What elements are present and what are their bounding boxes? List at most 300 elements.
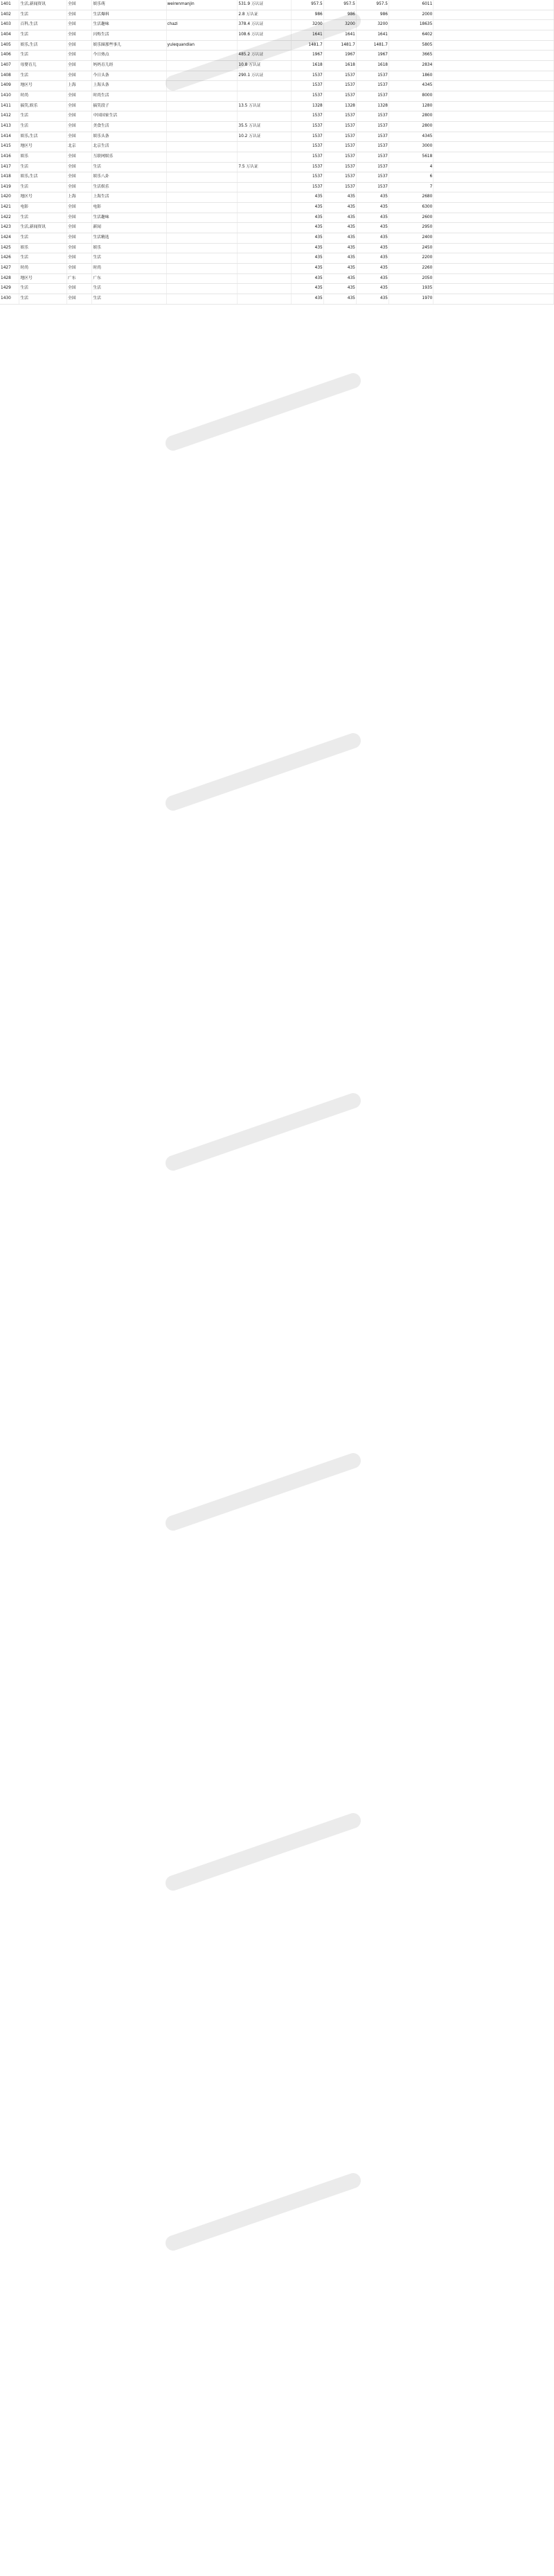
fans: 10.2 万认证 (238, 132, 291, 142)
price-2: 435 (323, 233, 356, 244)
region: 全国 (66, 203, 91, 213)
price-4: 6 (388, 172, 433, 183)
empty-cell (434, 51, 554, 61)
fans: 7.5 万认证 (238, 162, 291, 172)
price-4: 1860 (388, 71, 433, 81)
category: 娱乐 (19, 243, 67, 253)
price-2: 1641 (323, 30, 356, 40)
price-4: 6011 (388, 0, 433, 10)
fans (238, 273, 291, 284)
fans: 290.1 万认证 (238, 71, 291, 81)
watermark-stroke (173, 1101, 353, 1163)
price-2: 1618 (323, 60, 356, 71)
price-1: 435 (291, 284, 323, 294)
price-2: 1537 (323, 142, 356, 152)
account-id (166, 111, 238, 122)
region: 全国 (66, 40, 91, 51)
price-2: 1537 (323, 71, 356, 81)
price-3: 3200 (356, 20, 388, 30)
account-name: 搞笑段子 (92, 101, 166, 111)
category: 生活 (19, 10, 67, 20)
empty-cell (434, 81, 554, 91)
price-2: 986 (323, 10, 356, 20)
empty-cell (434, 142, 554, 152)
price-4: 2950 (388, 223, 433, 233)
empty-cell (434, 60, 554, 71)
price-2: 435 (323, 284, 356, 294)
region: 全国 (66, 10, 91, 20)
region: 全国 (66, 284, 91, 294)
category: 地区号 (19, 81, 67, 91)
category: 生活 (19, 182, 67, 192)
account-name: 今日头条 (92, 71, 166, 81)
fans (238, 284, 291, 294)
account-id (166, 223, 238, 233)
category: 生活 (19, 233, 67, 244)
price-4: 2400 (388, 233, 433, 244)
price-3: 435 (356, 264, 388, 274)
region: 上海 (66, 81, 91, 91)
account-name: 娱乐头条 (92, 132, 166, 142)
price-1: 1537 (291, 111, 323, 122)
account-id (166, 91, 238, 101)
fans: 13.5 万认证 (238, 101, 291, 111)
account-name: 生活精选 (92, 233, 166, 244)
account-id (166, 273, 238, 284)
price-1: 1537 (291, 91, 323, 101)
region: 全国 (66, 223, 91, 233)
category: 生活 (19, 284, 67, 294)
fans (238, 40, 291, 51)
fans (238, 192, 291, 203)
table-row (0, 233, 554, 244)
price-1: 435 (291, 243, 323, 253)
table-row (0, 253, 554, 264)
price-1: 1537 (291, 81, 323, 91)
table-row (0, 264, 554, 274)
table-row (0, 162, 554, 172)
account-name: 生活趣味 (92, 213, 166, 223)
table-row (0, 111, 554, 122)
empty-cell (434, 40, 554, 51)
row-number: 1402 (0, 10, 19, 20)
price-1: 1537 (291, 142, 323, 152)
watermark-stroke (173, 381, 353, 443)
price-3: 1537 (356, 111, 388, 122)
price-3: 435 (356, 223, 388, 233)
row-number: 1416 (0, 152, 19, 162)
region: 全国 (66, 294, 91, 305)
price-1: 435 (291, 294, 323, 305)
fans (238, 142, 291, 152)
empty-cell (434, 121, 554, 132)
price-1: 1537 (291, 182, 323, 192)
price-4: 5618 (388, 152, 433, 162)
table-row (0, 294, 554, 305)
watermark-stroke (173, 741, 353, 803)
price-4: 6300 (388, 203, 433, 213)
fans: 485.2 万认证 (238, 51, 291, 61)
empty-cell (434, 264, 554, 274)
account-id (166, 284, 238, 294)
table-row (0, 273, 554, 284)
fans (238, 111, 291, 122)
empty-cell (434, 253, 554, 264)
fans (238, 152, 291, 162)
empty-cell (434, 172, 554, 183)
account-name: 生活娱乐 (92, 182, 166, 192)
account-id (166, 51, 238, 61)
region: 上海 (66, 192, 91, 203)
region: 广东 (66, 273, 91, 284)
account-name: 娱乐圈那些事儿 (92, 40, 166, 51)
price-1: 435 (291, 253, 323, 264)
table-row (0, 101, 554, 111)
table-row (0, 91, 554, 101)
table-row (0, 30, 554, 40)
region: 全国 (66, 182, 91, 192)
category: 生活 (19, 111, 67, 122)
price-1: 1618 (291, 60, 323, 71)
category: 生活 (19, 30, 67, 40)
price-2: 1537 (323, 172, 356, 183)
price-3: 1537 (356, 162, 388, 172)
price-1: 1641 (291, 30, 323, 40)
empty-cell (434, 10, 554, 20)
price-4: 2600 (388, 213, 433, 223)
table-row (0, 20, 554, 30)
region: 全国 (66, 264, 91, 274)
row-number: 1406 (0, 51, 19, 61)
account-name: 生活爆料 (92, 10, 166, 20)
fans: 10.8 万认证 (238, 60, 291, 71)
category: 电影 (19, 203, 67, 213)
price-2: 1481.7 (323, 40, 356, 51)
row-number: 1424 (0, 233, 19, 244)
account-id (166, 152, 238, 162)
category: 生活 (19, 253, 67, 264)
region: 全国 (66, 162, 91, 172)
empty-cell (434, 20, 554, 30)
price-3: 1537 (356, 142, 388, 152)
fans: 378.4 万认证 (238, 20, 291, 30)
empty-cell (434, 243, 554, 253)
category: 生活 (19, 71, 67, 81)
row-number: 1414 (0, 132, 19, 142)
empty-cell (434, 294, 554, 305)
row-number: 1413 (0, 121, 19, 132)
price-1: 435 (291, 203, 323, 213)
price-4: 6402 (388, 30, 433, 40)
price-3: 1537 (356, 121, 388, 132)
price-3: 1967 (356, 51, 388, 61)
account-name: 时尚生活 (92, 91, 166, 101)
fans: 531.9 万认证 (238, 0, 291, 10)
account-name: 生活 (92, 294, 166, 305)
category: 生活 (19, 294, 67, 305)
price-4: 2200 (388, 253, 433, 264)
price-3: 1537 (356, 132, 388, 142)
price-2: 435 (323, 243, 356, 253)
price-2: 1537 (323, 132, 356, 142)
fans (238, 182, 291, 192)
price-1: 435 (291, 233, 323, 244)
price-1: 1537 (291, 172, 323, 183)
table-row (0, 203, 554, 213)
price-4: 18635 (388, 20, 433, 30)
row-number: 1412 (0, 111, 19, 122)
price-2: 1328 (323, 101, 356, 111)
region: 全国 (66, 132, 91, 142)
row-number: 1407 (0, 60, 19, 71)
row-number: 1426 (0, 253, 19, 264)
empty-cell (434, 192, 554, 203)
price-3: 1537 (356, 81, 388, 91)
fans: 108.6 万认证 (238, 30, 291, 40)
price-1: 435 (291, 273, 323, 284)
region: 全国 (66, 101, 91, 111)
row-number: 1425 (0, 243, 19, 253)
watermark-stroke (173, 1821, 353, 1883)
row-number: 1419 (0, 182, 19, 192)
price-4: 7 (388, 182, 433, 192)
row-number: 1415 (0, 142, 19, 152)
price-1: 1537 (291, 132, 323, 142)
account-name: 新闻 (92, 223, 166, 233)
account-id (166, 30, 238, 40)
price-3: 1618 (356, 60, 388, 71)
table-row (0, 223, 554, 233)
table-row (0, 0, 554, 10)
table-row (0, 40, 554, 51)
empty-cell (434, 30, 554, 40)
table-row (0, 284, 554, 294)
price-3: 1537 (356, 91, 388, 101)
price-4: 2050 (388, 273, 433, 284)
account-name: 闪烁生活 (92, 30, 166, 40)
price-4: 4 (388, 162, 433, 172)
price-3: 957.5 (356, 0, 388, 10)
account-id (166, 213, 238, 223)
account-id (166, 71, 238, 81)
price-3: 1537 (356, 172, 388, 183)
price-3: 986 (356, 10, 388, 20)
price-4: 3000 (388, 142, 433, 152)
table-row (0, 121, 554, 132)
empty-cell (434, 203, 554, 213)
table-row (0, 182, 554, 192)
price-2: 1537 (323, 111, 356, 122)
price-1: 1967 (291, 51, 323, 61)
account-id (166, 233, 238, 244)
account-id (166, 132, 238, 142)
price-4: 1970 (388, 294, 433, 305)
account-id (166, 142, 238, 152)
price-1: 435 (291, 264, 323, 274)
price-4: 1280 (388, 101, 433, 111)
price-2: 435 (323, 223, 356, 233)
account-name: 妈妈育儿经 (92, 60, 166, 71)
region: 全国 (66, 60, 91, 71)
price-1: 435 (291, 223, 323, 233)
fans (238, 294, 291, 305)
price-4: 5805 (388, 40, 433, 51)
table-row (0, 243, 554, 253)
price-1: 435 (291, 213, 323, 223)
row-number: 1430 (0, 294, 19, 305)
price-2: 1537 (323, 81, 356, 91)
account-id (166, 101, 238, 111)
table-row (0, 81, 554, 91)
row-number: 1411 (0, 101, 19, 111)
region: 北京 (66, 142, 91, 152)
account-name: 互联网娱乐 (92, 152, 166, 162)
category: 娱乐 (19, 152, 67, 162)
price-3: 435 (356, 273, 388, 284)
price-2: 435 (323, 203, 356, 213)
category: 生活 (19, 162, 67, 172)
account-id: yulequandian (166, 40, 238, 51)
price-3: 435 (356, 243, 388, 253)
empty-cell (434, 71, 554, 81)
account-id: weirenmanjin (166, 0, 238, 10)
category: 时尚 (19, 264, 67, 274)
category: 娱乐,生活 (19, 132, 67, 142)
account-id (166, 81, 238, 91)
category: 地区号 (19, 142, 67, 152)
price-2: 957.5 (323, 0, 356, 10)
table-row (0, 71, 554, 81)
region: 全国 (66, 0, 91, 10)
fans (238, 264, 291, 274)
empty-cell (434, 223, 554, 233)
watermark-stroke (173, 2181, 353, 2243)
empty-cell (434, 213, 554, 223)
row-number: 1401 (0, 0, 19, 10)
table-row (0, 192, 554, 203)
price-4: 3665 (388, 51, 433, 61)
price-2: 435 (323, 264, 356, 274)
category: 时尚 (19, 91, 67, 101)
empty-cell (434, 273, 554, 284)
region: 全国 (66, 243, 91, 253)
price-2: 1537 (323, 182, 356, 192)
price-4: 4345 (388, 132, 433, 142)
region: 全国 (66, 213, 91, 223)
price-2: 1537 (323, 152, 356, 162)
price-3: 435 (356, 233, 388, 244)
table-row (0, 51, 554, 61)
fans (238, 253, 291, 264)
row-number: 1420 (0, 192, 19, 203)
account-name: 娱乐萌 (92, 0, 166, 10)
category: 生活 (19, 213, 67, 223)
table-row (0, 152, 554, 162)
category: 地区号 (19, 192, 67, 203)
account-name: 北京生活 (92, 142, 166, 152)
price-3: 435 (356, 203, 388, 213)
table-row (0, 10, 554, 20)
empty-cell (434, 132, 554, 142)
price-2: 3200 (323, 20, 356, 30)
account-id (166, 264, 238, 274)
row-number: 1423 (0, 223, 19, 233)
price-3: 1481.7 (356, 40, 388, 51)
price-4: 8000 (388, 91, 433, 101)
price-3: 435 (356, 213, 388, 223)
price-1: 957.5 (291, 0, 323, 10)
row-number: 1427 (0, 264, 19, 274)
price-3: 435 (356, 192, 388, 203)
empty-cell (434, 101, 554, 111)
price-1: 1537 (291, 162, 323, 172)
price-2: 1537 (323, 91, 356, 101)
account-name: 电影 (92, 203, 166, 213)
account-id (166, 172, 238, 183)
price-3: 1641 (356, 30, 388, 40)
row-number: 1429 (0, 284, 19, 294)
price-4: 4345 (388, 81, 433, 91)
price-1: 986 (291, 10, 323, 20)
region: 全国 (66, 51, 91, 61)
empty-cell (434, 182, 554, 192)
price-2: 435 (323, 273, 356, 284)
account-id (166, 121, 238, 132)
account-id (166, 162, 238, 172)
region: 全国 (66, 20, 91, 30)
empty-cell (434, 162, 554, 172)
fans (238, 172, 291, 183)
empty-cell (434, 111, 554, 122)
account-name: 生活趣味 (92, 20, 166, 30)
account-name: 上海生活 (92, 192, 166, 203)
account-name: 美食生活 (92, 121, 166, 132)
price-1: 435 (291, 192, 323, 203)
category: 母婴育儿 (19, 60, 67, 71)
price-4: 2450 (388, 243, 433, 253)
row-number: 1409 (0, 81, 19, 91)
account-id (166, 203, 238, 213)
account-id (166, 294, 238, 305)
region: 全国 (66, 253, 91, 264)
watermark-stroke (173, 1461, 353, 1523)
price-2: 435 (323, 213, 356, 223)
category: 地区号 (19, 273, 67, 284)
fans (238, 91, 291, 101)
price-2: 1967 (323, 51, 356, 61)
account-name: 上海头条 (92, 81, 166, 91)
price-4: 2834 (388, 60, 433, 71)
region: 全国 (66, 30, 91, 40)
price-2: 1537 (323, 162, 356, 172)
price-4: 2680 (388, 192, 433, 203)
category: 娱乐,生活 (19, 172, 67, 183)
account-name: 娱乐 (92, 243, 166, 253)
price-3: 1537 (356, 71, 388, 81)
account-name: 时尚 (92, 264, 166, 274)
region: 全国 (66, 91, 91, 101)
empty-cell (434, 91, 554, 101)
row-number: 1404 (0, 30, 19, 40)
price-3: 1537 (356, 152, 388, 162)
price-3: 435 (356, 294, 388, 305)
price-4: 2260 (388, 264, 433, 274)
price-1: 3200 (291, 20, 323, 30)
table-row (0, 132, 554, 142)
table-row (0, 60, 554, 71)
row-number: 1417 (0, 162, 19, 172)
price-1: 1328 (291, 101, 323, 111)
